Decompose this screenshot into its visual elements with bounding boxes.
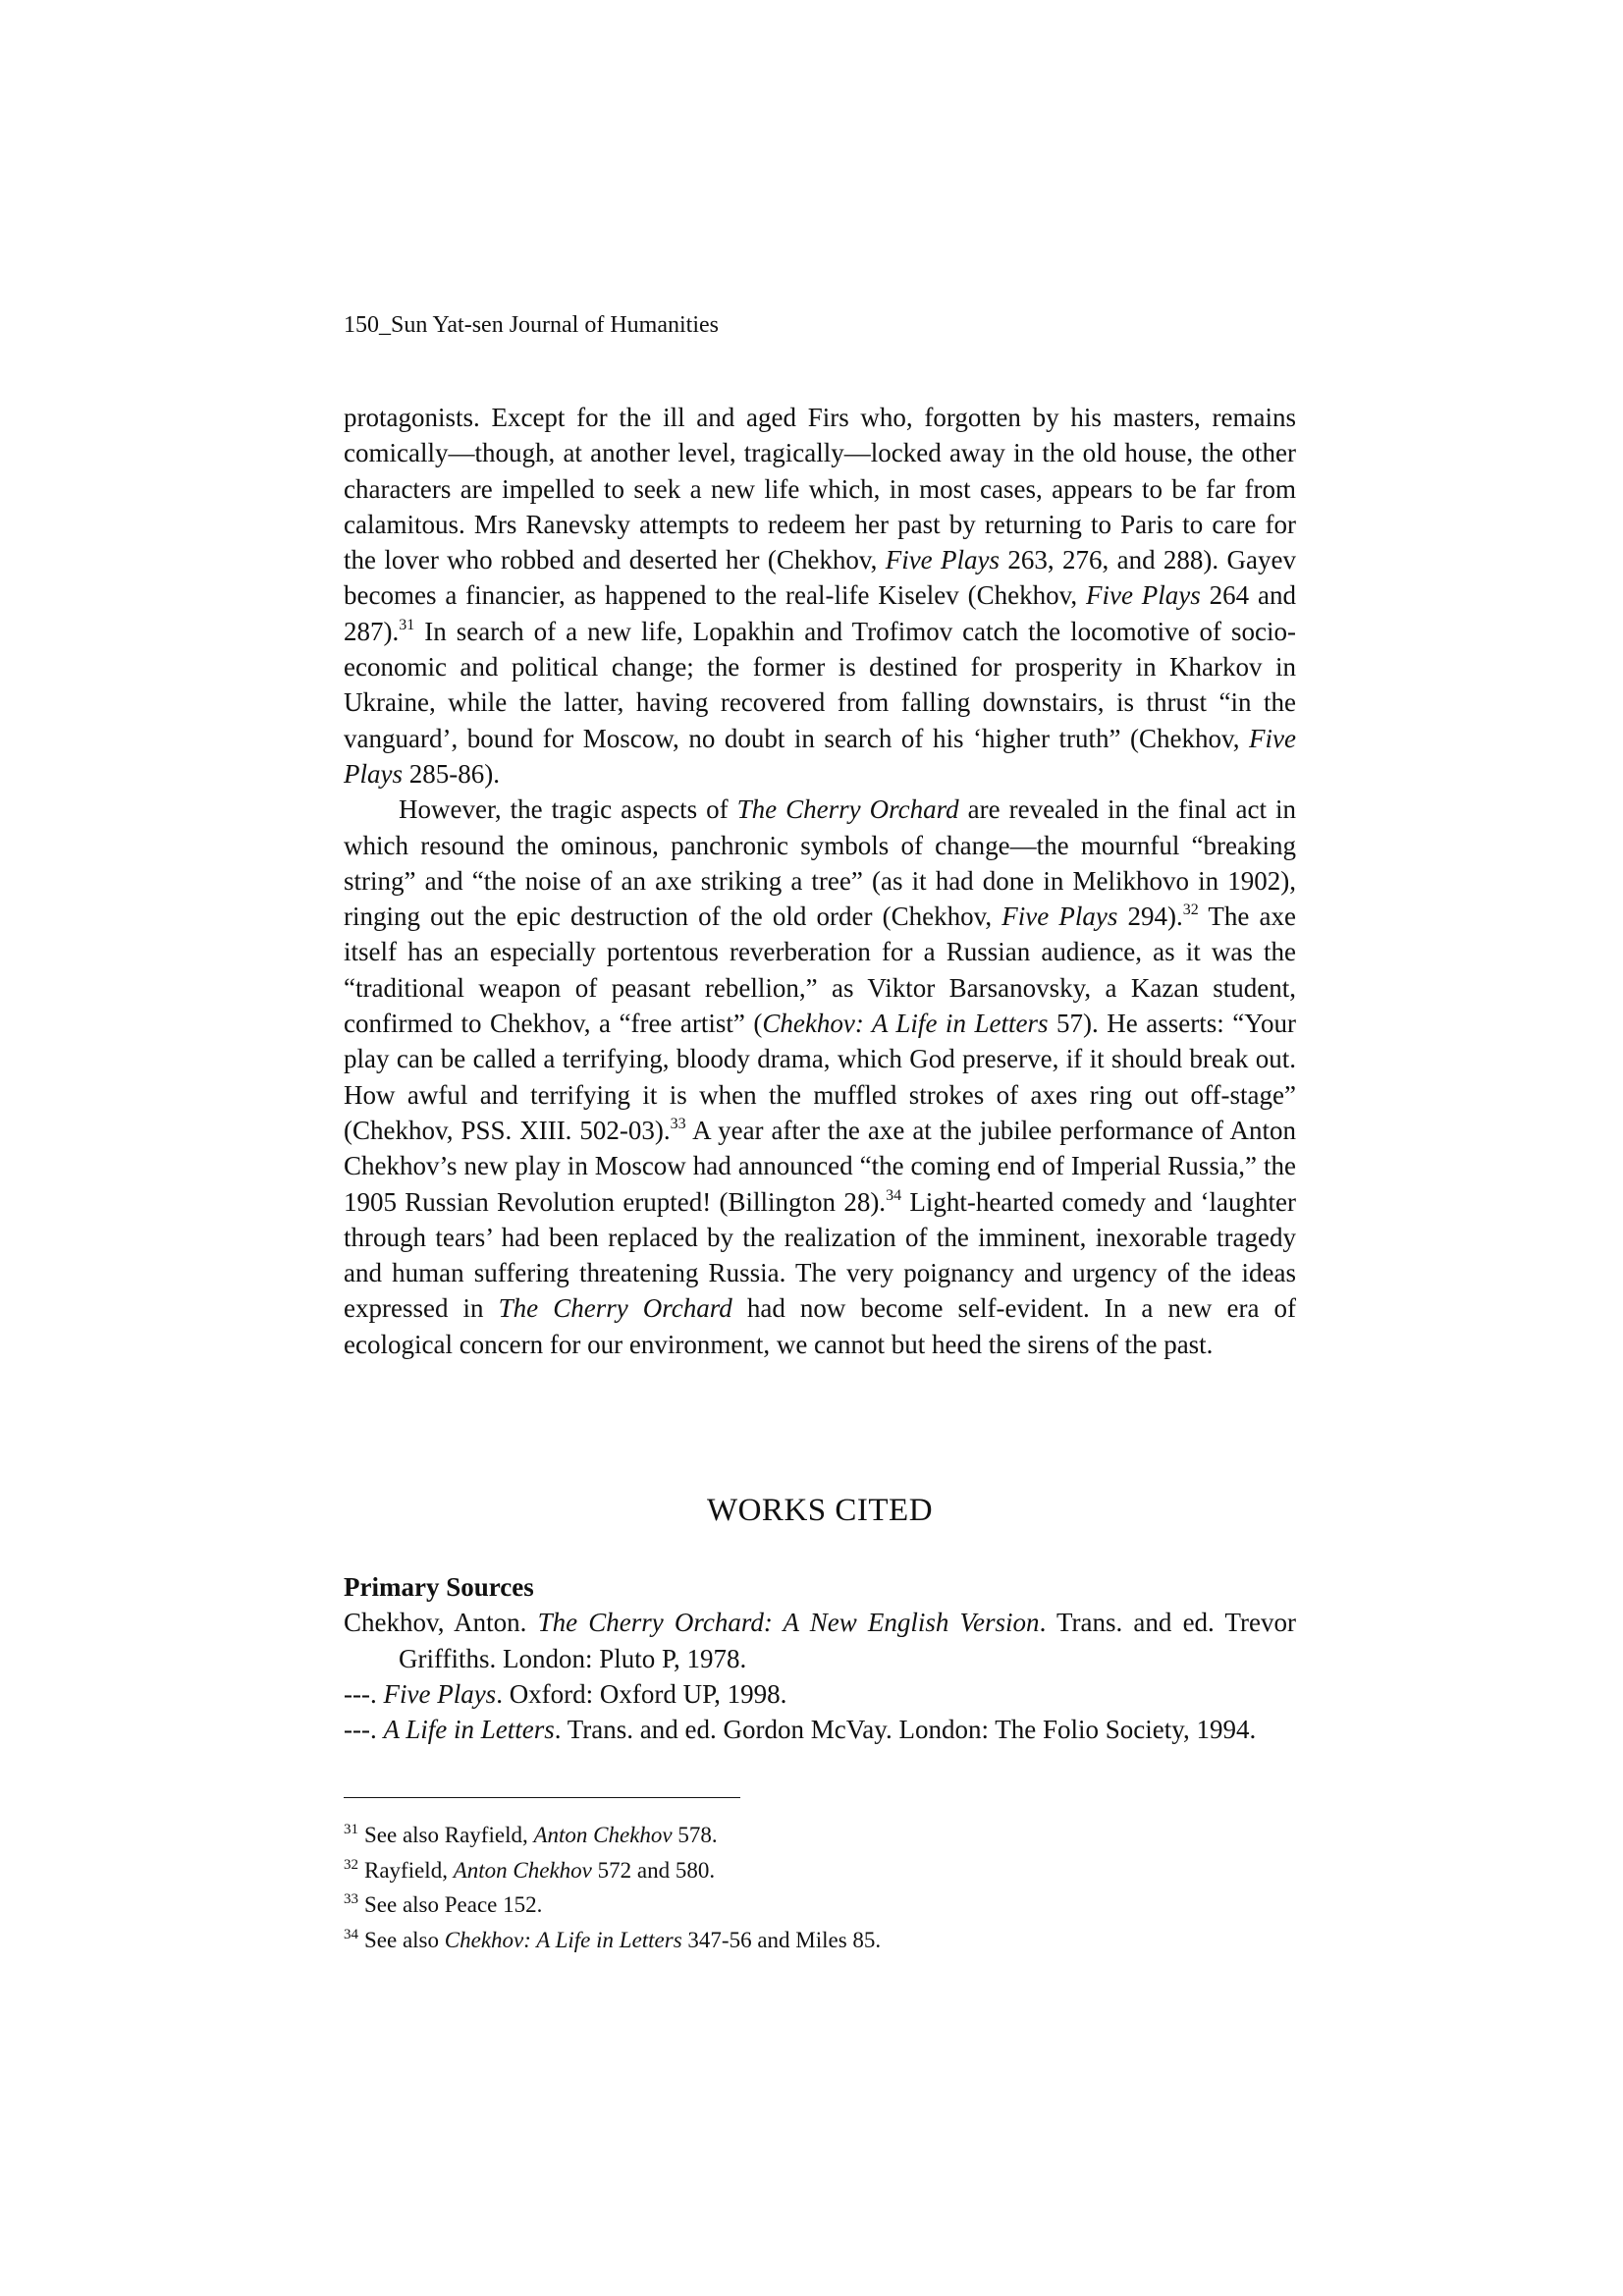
body-text bbox=[344, 400, 1296, 1362]
footnote-ref: 32 bbox=[1182, 902, 1199, 919]
footnote-divider bbox=[344, 1797, 740, 1798]
footnote-number: 31 bbox=[344, 1822, 358, 1837]
text-run: . Oxford: Oxford UP, 1998. bbox=[496, 1678, 787, 1709]
text-run: 263, 276, and 288). Gayev becomes a financier, as happened to the real-life Kiselev (Chekhov, bbox=[344, 545, 1296, 611]
text-run: See also bbox=[364, 1927, 445, 1952]
footnote-31 bbox=[344, 1818, 1296, 1853]
paragraph-2 bbox=[344, 792, 1296, 1362]
title-italic: The Cherry Orchard: A New English Version bbox=[537, 1608, 1040, 1638]
text-run: 347-56 and Miles 85. bbox=[681, 1927, 882, 1952]
title-italic: Five Plays bbox=[885, 545, 1001, 575]
text-run: Chekhov, Anton. bbox=[344, 1608, 538, 1638]
text-run: However, the tragic aspects of bbox=[399, 794, 737, 825]
title-italic: Chekhov: A Life in Letters bbox=[444, 1927, 682, 1952]
text-run: are revealed in the final act in which resound the ominous, panchronic symbols of change—the mournful “breaking string” and “the noise of an axe striking a tree” (as it had done in Melikhovo in 1902), ringing out the epic destruction of the old order (Chekhov, bbox=[344, 794, 1297, 932]
text-run: See also Rayfield, bbox=[364, 1823, 534, 1847]
text-run: ---. bbox=[344, 1715, 384, 1745]
works-cited-heading: WORKS CITED bbox=[706, 1493, 934, 1528]
text-run: . Trans. and ed. Gordon McVay. London: The Folio Society, 1994. bbox=[554, 1715, 1257, 1745]
text-run: A year after the axe at the jubilee performance of Anton Chekhov’s new play in Moscow had announced “the coming end of Imperial Russia,” the 1905 Russian Revolution erupted! (Billington 28). bbox=[344, 1115, 1296, 1217]
title-italic: The Cherry Orchard bbox=[736, 794, 959, 825]
text-run: 572 and 580. bbox=[591, 1857, 716, 1883]
title-italic: Five Plays bbox=[344, 723, 1296, 789]
text-run: Rayfield, bbox=[364, 1857, 454, 1883]
title-italic: Five Plays bbox=[383, 1678, 497, 1709]
text-run: 578. bbox=[672, 1823, 718, 1847]
bib-entry bbox=[344, 1712, 1296, 1747]
footnote-32 bbox=[344, 1853, 1296, 1888]
text-run: protagonists. Except for the ill and aged Firs who, forgotten by his masters, remains comically—though, at another level, tragically—locked away in the old house, the other characters are impelled to seek a new life which, in most cases, appears to be far from calamitous. Mrs Ranevsky attempts to redeem her past by returning to Paris to care for the lover who robbed and deserted her (Chekhov, bbox=[344, 403, 1296, 575]
title-italic: Chekhov: A Life in Letters bbox=[762, 1009, 1049, 1039]
text-run: 285-86). bbox=[403, 758, 500, 789]
footnote-33 bbox=[344, 1887, 1296, 1923]
footnote-ref: 31 bbox=[399, 616, 415, 633]
text-run: 57). He asserts: “Your play can be called a terrifying, bloody drama, which God preserve, if it should break out. How awful and terrifying it is when the muffled strokes of axes ring out off-stage” (Chekhov, PSS. XIII. 502-03). bbox=[344, 1009, 1297, 1145]
text-run: 264 and 287). bbox=[344, 580, 1297, 646]
title-italic: A Life in Letters bbox=[383, 1715, 555, 1745]
footnote-number: 32 bbox=[344, 1856, 358, 1873]
footnotes bbox=[344, 1818, 1296, 1957]
footnote-34 bbox=[344, 1923, 1296, 1958]
running-head: 150_Sun Yat-sen Journal of Humanities bbox=[344, 312, 719, 338]
text-run: The axe itself has an especially portentous reverberation for a Russian audience, as it was the “traditional weapon of peasant rebellion,” as Viktor Barsanovsky, a Kazan student, confirmed to Chekhov, a “free artist” ( bbox=[344, 902, 1296, 1039]
bibliography bbox=[344, 1569, 1296, 1747]
footnote-ref: 33 bbox=[670, 1115, 686, 1132]
footnote-number: 34 bbox=[344, 1926, 358, 1942]
text-run: . Trans. and ed. Trevor Griffiths. London: Pluto P, 1978. bbox=[399, 1608, 1296, 1673]
footnote-ref: 34 bbox=[886, 1186, 902, 1204]
text-run: In search of a new life, Lopakhin and Trofimov catch the locomotive of socio-economic and political change; the former is destined for prosperity in Kharkov in Ukraine, while the latter, having recovered from falling downstairs, is thrust “in the vanguard’, bound for Moscow, no doubt in search of his ‘higher truth” (Chekhov, bbox=[344, 616, 1296, 753]
paragraph-1 bbox=[344, 400, 1296, 792]
title-italic: Anton Chekhov bbox=[453, 1857, 592, 1883]
title-italic: Five Plays bbox=[1085, 580, 1201, 611]
text-run: See also Peace 152. bbox=[364, 1892, 543, 1917]
title-italic: Anton Chekhov bbox=[533, 1823, 673, 1847]
footnote-number: 33 bbox=[344, 1891, 358, 1907]
text-run: 294). bbox=[1117, 902, 1183, 932]
bib-entry bbox=[344, 1605, 1296, 1676]
title-italic: The Cherry Orchard bbox=[498, 1293, 732, 1324]
text-run: ---. bbox=[344, 1678, 384, 1709]
primary-sources-heading: Primary Sources bbox=[344, 1572, 534, 1602]
bib-entry bbox=[344, 1676, 1296, 1712]
text-run: had now become self-evident. In a new era of ecological concern for our environment, we cannot but heed the sirens of the past. bbox=[344, 1293, 1296, 1359]
title-italic: Five Plays bbox=[1001, 902, 1118, 932]
text-run: Light-hearted comedy and ‘laughter through tears’ had been replaced by the realization of the imminent, inexorable tragedy and human suffering threatening Russia. The very poignancy and urgency of the ideas expressed in bbox=[344, 1186, 1296, 1324]
